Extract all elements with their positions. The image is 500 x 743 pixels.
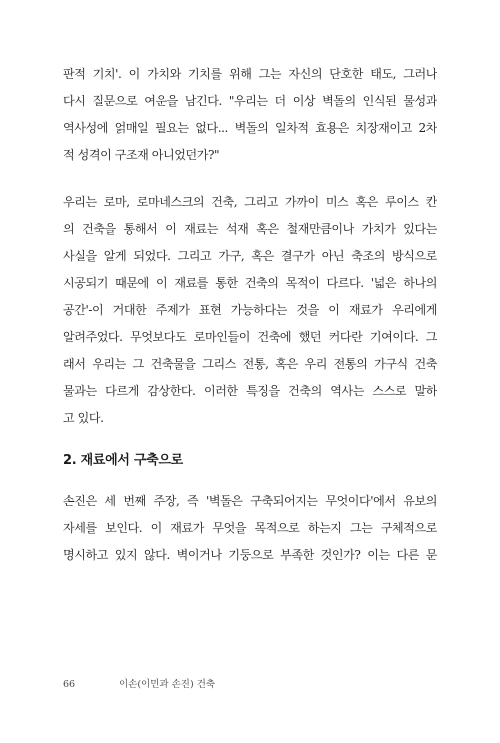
page-footer xyxy=(63,676,215,690)
paragraph-line: 우리는 로마, 로마네스크의 건축, 그리고 가까이 미스 혹은 루이스 칸 xyxy=(63,195,437,209)
paragraph-line: 손진은 세 번째 주장, 즉 '벽돌은 구축되어지는 무엇이다'에서 유보의 xyxy=(63,494,437,508)
page-number: 66 xyxy=(63,679,76,690)
paragraph-2 xyxy=(63,189,437,432)
paragraph-line: 명시하고 있지 않다. 벽이거나 기둥으로 부족한 것인가? 이는 다른 문 xyxy=(63,548,437,562)
paragraph-line: 다시 질문으로 여운을 남긴다. "우리는 더 이상 벽돌의 인식된 물성과 xyxy=(63,94,437,108)
running-title: 이손(이민과 손진) 건축 xyxy=(119,679,216,690)
paragraph-line: 사실을 알게 되었다. 그리고 가구, 혹은 결구가 아닌 축조의 방식으로 xyxy=(63,249,437,263)
paragraph-line: 의 건축을 통해서 이 재료는 석재 혹은 철재만큼이나 가치가 있다는 xyxy=(63,222,437,236)
paragraph-line: 역사성에 얽매일 필요는 없다... 벽돌의 일차적 효용은 치장재이고 2차 xyxy=(63,121,437,135)
paragraph-line: 래서 우리는 그 건축물을 그리스 전통, 혹은 우리 전통의 가구식 건축 xyxy=(63,357,437,371)
paragraph-3 xyxy=(63,488,437,569)
section-heading: 2. 재료에서 구축으로 xyxy=(63,453,183,468)
paragraph-line: 물과는 다르게 감상한다. 이러한 특징을 건축의 역사는 스스로 말하 xyxy=(63,384,437,398)
paragraph-line: 판적 기치'. 이 가치와 기치를 위해 그는 자신의 단호한 태도, 그러나 xyxy=(63,67,437,81)
paragraph-line: 고 있다. xyxy=(63,411,104,425)
paragraph-line: 시공되기 때문에 이 재료를 통한 건축의 목적이 다르다. '넓은 하나의 xyxy=(63,276,437,290)
paragraph-line: 공간'-이 거대한 주제가 표현 가능하다는 것을 이 재료가 우리에게 xyxy=(63,303,437,317)
paragraph-1 xyxy=(63,61,437,169)
paragraph-line: 적 성격이 구조재 아니었던가?" xyxy=(63,148,220,162)
paragraph-line: 알려주었다. 무엇보다도 로마인들이 건축에 했던 커다란 기여이다. 그 xyxy=(63,330,437,344)
paragraph-line: 자세를 보인다. 이 재료가 무엇을 목적으로 하는지 그는 구체적으로 xyxy=(63,521,437,535)
